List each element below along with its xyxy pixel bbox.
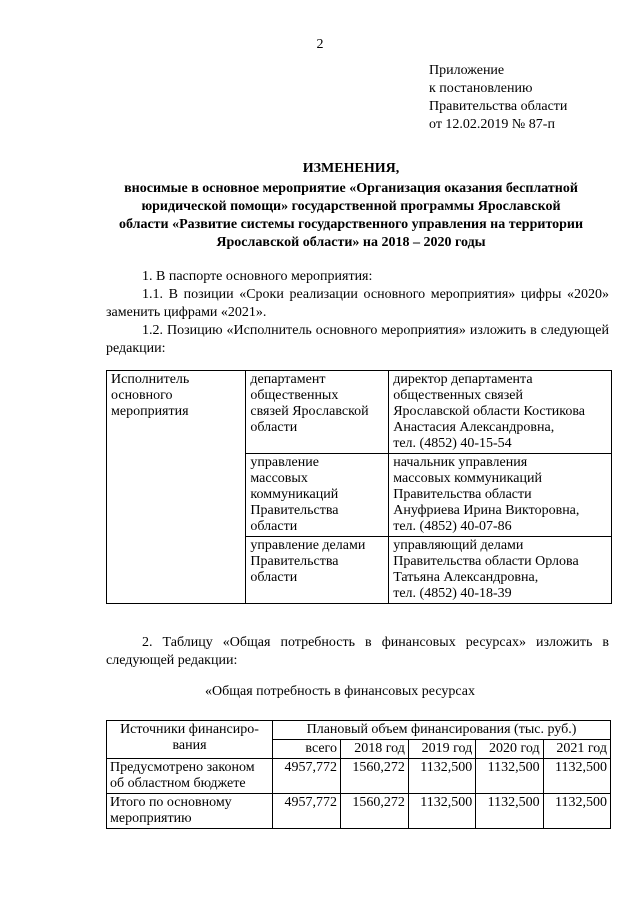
title-line: Ярославской области» на 2018 – 2020 годы xyxy=(216,235,486,250)
source-header-cell xyxy=(107,721,273,759)
cell-line: массовых xyxy=(250,471,308,486)
title-main: ИЗМЕНЕНИЯ, xyxy=(302,161,400,176)
department-cell xyxy=(246,454,389,537)
value-cell: 1132,500 xyxy=(408,794,475,829)
cell-line: мероприятию xyxy=(110,811,192,826)
paragraph-1-2 xyxy=(106,322,609,358)
page-number: 2 xyxy=(316,37,324,52)
value-cell: 1132,500 xyxy=(543,794,610,829)
finance-table xyxy=(106,720,611,829)
cell-line: тел. (4852) 40-18-39 xyxy=(393,586,512,601)
cell-line: начальник управления xyxy=(393,455,528,470)
value-cell: 1560,272 xyxy=(340,759,408,794)
column-header: 2018 год xyxy=(340,740,408,759)
title-line: области «Развитие системы государственного управления на территории xyxy=(118,217,584,232)
cell-line: тел. (4852) 40-07-86 xyxy=(393,519,512,534)
cell-line: Ярославской области Костикова xyxy=(393,404,585,419)
paragraph-1-1 xyxy=(106,286,609,322)
cell-line: Татьяна Александровна, xyxy=(393,570,539,585)
value-cell: 1132,500 xyxy=(408,759,475,794)
paragraph-2-text: 2. Таблицу «Общая потребность в финансовых ресурсах» изложить в следующей редакции: xyxy=(106,635,609,668)
column-header: 2019 год xyxy=(408,740,475,759)
paragraph-1-2-text: 1.2. Позицию «Исполнитель основного мероприятия» изложить в следующей редакции: xyxy=(106,323,609,356)
cell-line: Правительства xyxy=(250,554,339,569)
finance-table-title: «Общая потребность в финансовых ресурсах xyxy=(205,684,475,699)
cell-line: тел. (4852) 40-15-54 xyxy=(393,436,512,451)
cell-line: Итого по основному xyxy=(110,795,232,810)
cell-line: массовых коммуникаций xyxy=(393,471,542,486)
cell-line: Правительства области Орлова xyxy=(393,554,579,569)
paragraph-2 xyxy=(106,634,609,670)
cell-line: об областном бюджете xyxy=(110,776,246,791)
cell-line: связей Ярославской xyxy=(250,404,369,419)
appendix-line: Правительства области xyxy=(429,99,568,114)
column-header: всего xyxy=(273,740,341,759)
appendix-line: к постановлению xyxy=(429,81,533,96)
cell-line: директор департамента xyxy=(393,372,533,387)
appendix-line: Приложение xyxy=(429,63,505,78)
column-header: 2020 год xyxy=(476,740,543,759)
value-cell: 1560,272 xyxy=(340,794,408,829)
column-header: 2021 год xyxy=(543,740,610,759)
cell-line: управление xyxy=(250,455,319,470)
cell-line: Анастасия Александровна, xyxy=(393,420,555,435)
value-cell: 1132,500 xyxy=(476,759,543,794)
cell-line: общественных xyxy=(250,388,339,403)
table-row xyxy=(107,794,611,829)
plan-header-cell: Плановый объем финансирования (тыс. руб.) xyxy=(273,721,611,740)
cell-line: области xyxy=(250,420,298,435)
cell-line: области xyxy=(250,519,298,534)
value-cell: 4957,772 xyxy=(273,794,341,829)
source-name-cell xyxy=(107,794,273,829)
table-row xyxy=(107,371,612,454)
cell-line: Исполнитель xyxy=(111,372,190,387)
cell-line: области xyxy=(250,570,298,585)
paragraph-1-text: 1. В паспорте основного мероприятия: xyxy=(142,269,373,284)
title-line: юридической помощи» государственной программы Ярославской xyxy=(141,199,561,214)
value-cell: 1132,500 xyxy=(543,759,610,794)
cell-line: Источники финансиро- xyxy=(120,722,259,737)
executor-table xyxy=(106,370,612,604)
table-row xyxy=(107,759,611,794)
appendix-block xyxy=(429,62,629,134)
paragraph-1-1-text: 1.1. В позиции «Сроки реализации основного мероприятия» цифры «2020» заменить цифрами «2021». xyxy=(106,287,609,320)
cell-line: управляющий делами xyxy=(393,538,524,553)
person-cell xyxy=(389,454,612,537)
cell-line: коммуникаций xyxy=(250,487,339,502)
title-line: вносимые в основное мероприятие «Организация оказания бесплатной xyxy=(124,181,578,196)
document-title xyxy=(96,160,606,252)
cell-line: общественных связей xyxy=(393,388,523,403)
appendix-line: от 12.02.2019 № 87-п xyxy=(429,117,555,132)
table-row xyxy=(107,721,611,740)
cell-line: основного xyxy=(111,388,173,403)
source-name-cell xyxy=(107,759,273,794)
department-cell xyxy=(246,371,389,454)
value-cell: 4957,772 xyxy=(273,759,341,794)
executor-label-cell xyxy=(107,371,246,604)
cell-line: Правительства xyxy=(250,503,339,518)
cell-line: мероприятия xyxy=(111,404,189,419)
cell-line: управление делами xyxy=(250,538,366,553)
cell-line: вания xyxy=(172,738,207,753)
cell-line: Ануфриева Ирина Викторовна, xyxy=(393,503,580,518)
paragraph-1 xyxy=(106,268,609,286)
person-cell xyxy=(389,371,612,454)
value-cell: 1132,500 xyxy=(476,794,543,829)
cell-line: департамент xyxy=(250,372,326,387)
cell-line: Правительства области xyxy=(393,487,532,502)
person-cell xyxy=(389,537,612,604)
department-cell xyxy=(246,537,389,604)
cell-line: Предусмотрено законом xyxy=(110,760,255,775)
